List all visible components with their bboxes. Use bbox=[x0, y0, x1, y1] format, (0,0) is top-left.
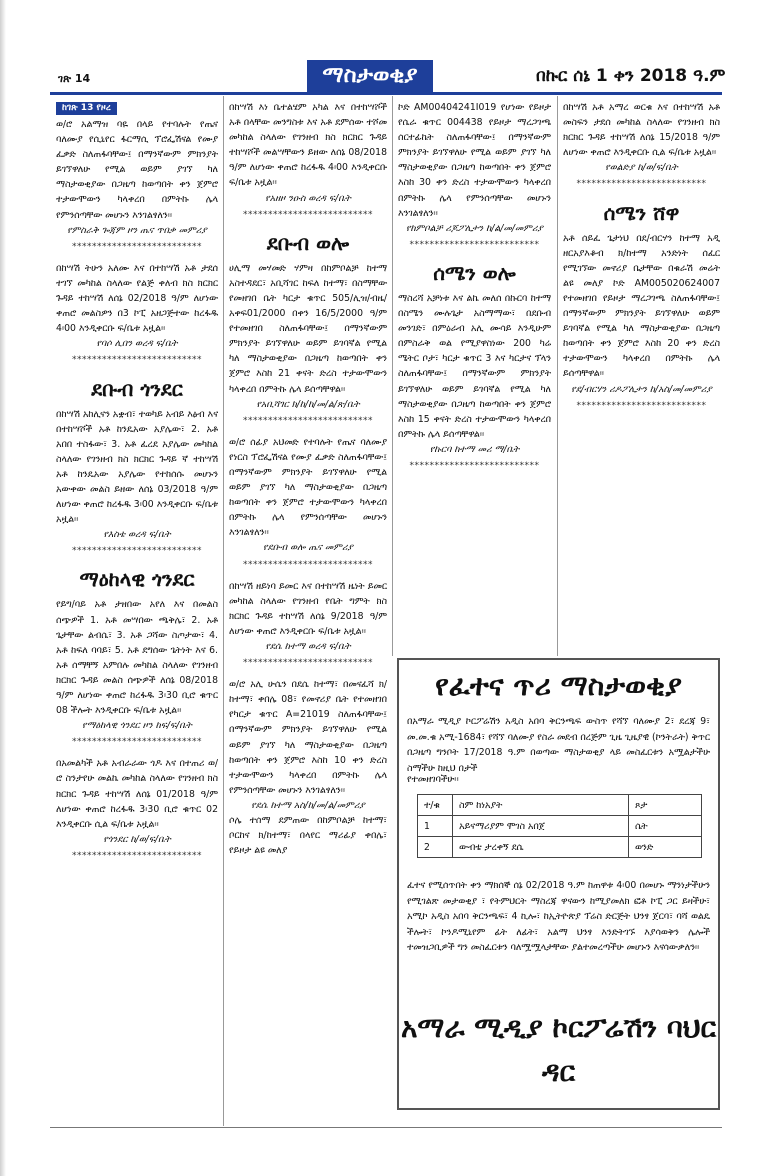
page-number: ገጽ 14 bbox=[58, 72, 91, 85]
notice-text: በከሣሽ አከሊናን አቋብ፣ ተወካይ አብይ እፅብ እና በተከሣሾች አቶ ከንዴአው አያሌው፣ 2. አቶ አበበ ተስፋው፣ 3. አቶ ፈረደ አያሌው መካከል ስላለው የገንዘብ ክስ ክርክር ጉዳይ ኛ ተከሣሽ አቶ ከንዴአው አያሌው የተከሰሱ መሆኑን አውቀው መልስ ይዘው ለሰኔ 03/2018 ዓ/ም ለሆነው ቀጠሮ ከረፋዱ 3፡00 እንዲቀርቡ ፍ/ቤቱ አዟል፡፡ bbox=[56, 408, 218, 526]
header-rule bbox=[50, 92, 722, 95]
notice-signature: የወልድያ ከ/ወ/ፍ/ቤት bbox=[605, 162, 678, 174]
separator: ************************** bbox=[72, 546, 202, 557]
exam-notice-intro: በአማራ ሚዲያ ኮርፖሬሽን አዲስ አበባ ቅርንጫፍ ውስጥ የሻኘ ባለሙያ 2፣ ደረጃ 9፣ መ.መ.ቁ አሚ-1684፣ የሻኘ ባለሙያ የስራ መደብ በረጅም ጊዜ ጊዜያዊ (ኮንትራት) ቅጥር በጋዜጣ ግንቦት 17/2018 ዓ.ም በወጣው ማስታወቂያ ላይ መስፈርቱን አሟልታችሁ ስማችሁ ከዚህ በታች bbox=[407, 716, 710, 774]
column-divider bbox=[223, 96, 224, 1126]
separator: ************************** bbox=[409, 239, 540, 250]
continued-tag: ከገጽ 13 የዞረ bbox=[56, 102, 117, 115]
table-cell: 1 bbox=[418, 816, 453, 837]
candidates-table bbox=[417, 794, 702, 858]
notice-text: በከሣሽ ዘይነባ ይመር እና በተከሣሽ ዜነት ይመር መካከል ስላለው የገንዘብ የቤት ግምት ክስ ክርክር ጉዳይ ተከሣሽ ለሰኔ 9/2018 ዓ/ም ለሆነው ቀጠሮ እንዲቀርቡ ፍ/ቤቱ አዟል፡፡ bbox=[229, 580, 387, 637]
table-cell: ሴት bbox=[629, 816, 702, 837]
region-heading: ሰሜን ወሎ bbox=[433, 260, 516, 285]
notice-signature: የጎንደር ከ/ወ/ፍ/ቤት bbox=[103, 833, 171, 845]
notice-text: ሶሌ ተሰማ ደምጠው በከምቦልቻ ከተማ፣ ቦርከና ክ/ከተማ፣ በላየር ማሪፊያ ቀበሌ፣ የይዞታ ልዩ መለያ bbox=[229, 815, 387, 857]
organization-name: አማራ ሚዲያ ኮርፖሬሽን ባህር ዳር bbox=[400, 1011, 716, 1088]
exam-call-notice bbox=[397, 658, 720, 1110]
region-heading: ማዕከላዊ ጎንደር bbox=[79, 567, 195, 592]
table-row bbox=[418, 837, 702, 858]
exam-notice-body: ፈተና የሚሰጥበት ቀን ማክሰኞ ሰኔ 02/2018 ዓ.ም ከጠዋቱ 4፡00 በመሆኑ ማንነታችሁን የሚገልጽ መታወቂያ ፣ የትምህርት ማስረጃ ዋናውን ከሚያመለክ ፎቶ ኮፒ ጋር ይዛችሁ፣ አሚኮ አዲስ አበባ ቅርንጫፍ፣ 4 ኪሎ፣ ከኢትዮጵያ ፕሬስ ድርጅት ህንፃ ጀርባ፣ ባሻ ወልዴ ችሎት፣ ኮንዶሚኒየም ፊት ለፊት፣ አልማ ህንፃ እንድትገኙ እያሳወቅን ሌሎች ተመዝጋቢዎች ግን መስፈርቱን ባለሟሟላታቸው ያልተመረጣችሁ መሆኑን እናሳውቃለን፡፡ bbox=[407, 880, 710, 953]
notice-text: ወ/ሮ አሊ ሁሴን በደሴ ከተማ፣ በመናፈሻ ክ/ከተማ፣ ቀበሌ 08፣ የመኖሪያ ቤት የተመዘገበ የካርታ ቁጥር A=21019 ስለጠፋባቸው፤ በማንኛውም ምክንያት ይገኘዋለሁ የሚል ወይም ያገኘ ካለ ማስታወቂያው በጋዜጣ ከወጣበት ቀን ጀምሮ እስከ 10 ቀን ድረስ ተታውሞውን ካላቀረበ በምትኩ ሌላ የምንሰጣቸው መሆኑን እንገልፃለን፡፡ bbox=[229, 679, 387, 796]
notice-text: አቶ ሰይፈ ጌታነህ በደ/ብርሃን ከተማ አዲ ዘርአያእቆብ ክ/ከተማ አንድነት ሰፈር የሚገኘው መኖሪያ ቤታቸው በቁራሽ መሬት ልዩ መለያ ኮድ AM005020624007 የተመዘገበ የይዞታ ማረጋገጫ ስለጠፋባቸው፤ በማንኛውም ምክንያት ይገኘዋለሁ ወይም ይገባኛል የሚል ካለ ማስታወቂያው በጋዜጣ ከወጣበት ቀን ጀምሮ እስከ 20 ቀን ድረስ ተታውሞውን ካላቀረበ በምትኩ ሌላ ይሰጣቸዋል፡፡ bbox=[563, 232, 720, 380]
notice-text: ሀሊማ መሃመድ ሃምዛ በከምቦልቻ ከተማ አስተዳደር፣ አቢሻገር ከፍለ ከተማ፣ በስማቸው የመዘገበ ቤት ካርታ ቁጥር 505/ሊዝ/ብዜ/አቀፍ01/2000 በቀን 16/5/2000 ዓ/ም የተመዘገበ ስለጠፋባቸው፤ በማንኛውም ምክንያት ይገኘዋለሁ ወይም ይገባኛል የሚል ካለ ማስታወቂያው በጋዜጣ ከወጣበት ቀን ጀምሮ እስከ 21 ቀናት ድረስ ተታውሞውን ካላቀረበ በምትኩ ሌላ ይሰጣቸዋል፡፡ bbox=[229, 262, 387, 395]
separator: ************************** bbox=[243, 209, 373, 220]
column-header: ተ/ቁ bbox=[418, 795, 453, 816]
column-1 bbox=[56, 100, 218, 870]
footer-rule bbox=[50, 1127, 722, 1128]
separator: ************************** bbox=[243, 415, 373, 426]
table-header-row bbox=[418, 795, 702, 816]
notice-text: በከሣሽ ትሁን አለሙ እና በተከሣሽ አቶ ታደሰ ተገኘ መካከል ስላለው የልጅ ቀለብ ክስ ክርክር ጉዳይ ተከሣሽ ለሰኔ 02/2018 ዓ/ም ለሆነው ቀጠሮ መልስዎን በ3 ኮፒ አዘጋጅተው ከረፋዱ 4፡00 እንዲቀርቡ ፍ/ቤቱ አዟል፡፡ bbox=[56, 262, 218, 335]
notice-text: ማስረሻ አቻነቱ እና ልኬ መለሰ በኩርባ ከተማ በስሜን ሙሉጌታ አስማማው፣ በደቡብ መንገድ፣ በምዕራብ አሊ ሙሳይ እንዲሁም በምስራቅ ወል የሚያዋስነው 200 ካሬ ሜትር ቦታ፣ ካርታ ቁጥር 3 እና ካርታና ፕላን ስለጠፋባቸው፤ በማንኛውም ምክንያት ይገኘዋለሁ ወይም ይገባኛል የሚል ካለ ማስታወቂያው በጋዜጣ ከወጣበት ቀን ጀምሮ እስከ 15 ቀናት ድረስ ተታውሞውን ካላቀረበ በምትኩ ሌላ ይሰጣቸዋል፡፡ bbox=[398, 292, 551, 440]
notice-signature: የአቢሻገር ክ/ከ/ከ/መ/ል/ጽ/ቤት bbox=[256, 398, 360, 410]
exam-notice-title: የፈተና ጥሪ ማስታወቂያ bbox=[435, 669, 682, 702]
notice-signature: የአዘዞ ንዑስ ወረዳ ፍ/ቤት bbox=[265, 192, 351, 204]
notice-signature: የእስቴ ወረዳ ፍ/ቤት bbox=[103, 529, 171, 541]
notice-text: በከሣሽ እነ ቤተልሄም አካል እና በተከሣሾች አቶ በላቸው መንግስቱ እና አቶ ደምሰው ተሾመ መካከል ስላለው የገንዘብ ክስ ክርክር ጉዳይ ተከሣሾች መልሣቸውን ይዘው ለሰኔ 08/2018 ዓ/ም ለሆነው ቀጠሮ ከረፋዱ 4፡00 እንዲቀርቡ ፍ/ቤቱ አዟል፡፡ bbox=[229, 102, 387, 189]
notice-text: የይግ/ባይ አቶ ታዘበው አየለ እና በመልስ ሰጭዎች 1. አቶ መሣበው ጫቅሌ፣ 2. አቶ ጌታቸው ልብሴ፣ 3. አቶ ጋሻው ስጦታው፣ 4. አቶ ከፍለ ባባይ፣ 5. አቶ ደግሰው ጌትነት እና 6. አቶ ሰማቸኝ አምበሉ መካከል ስላለው የገንዘብ ክርክር ጉዳይ መልስ ሰጭዎች ለሰኔ 08/2018 ዓ/ም ለሆነው ቀጠሮ ከረፋዱ 3፡30 ቢሮ ቁጥር 08 ችሎት እንዲቀርቡ ፍ/ቤቱ አዟል፡፡ bbox=[56, 599, 218, 717]
notice-signature: የባሶ ሊበን ወረዳ ፍ/ቤት bbox=[96, 338, 178, 350]
separator: ************************** bbox=[576, 179, 707, 190]
separator: ************************** bbox=[72, 241, 202, 252]
separator: ************************** bbox=[72, 850, 202, 861]
table-cell: አይናማሪያም ሞገስ አበጀ bbox=[453, 816, 629, 837]
region-heading: ደቡብ ጎንደር bbox=[91, 376, 183, 401]
separator: ************************** bbox=[243, 658, 373, 669]
column-divider bbox=[557, 96, 558, 656]
region-heading: ሰሜን ሸዋ bbox=[603, 200, 680, 225]
notice-text: ኮድ AM00404241I019 የሆነው የይዞታ የሴራ ቁጥር 004438 የይዞታ ማረጋገጫ ሰርተፊኬት ስለጠፋባቸው፤ በማንኛውም ምክንያት ይገኘዋለሁ የሚል ወይም ያገኘ ካለ ማስታወቂያው በጋዜጣ ከወጣበት ቀን ጀምሮ እስከ 30 ቀን ድረስ ተታውሞውን ካላቀረበ በምትኩ ሌላ የምንሰጣቸው መሆኑን እንገልፃለን፡፡ bbox=[398, 102, 551, 219]
notice-text: ወ/ሮ አልማዝ ባዬ በላይ የተባሉት የጤና ባለሙያ የሲኒየር ፋርማሲ ፕሮፌሽናል የሙያ ፈቃድ ስለጠፋባቸው፤ በማንኛውም ምክንያት ይገኘዋለሁ የሚል ወይም ያገኘ ካለ ማስታወቂያው በጋዜጣ ከወጣበት ቀን ጀምሮ ተታውሞውን ካላቀረበ በምትኩ ሌላ የምንሰጣቸው መሆኑን እንገልፃለን፡፡ bbox=[56, 119, 218, 221]
issue-date: በኩር ሰኔ 1 ቀን 2018 ዓ.ም bbox=[536, 66, 726, 86]
table-cell: ውብቴ ታረቀኝ ደሴ bbox=[453, 837, 629, 858]
exam-notice-label: የተመዘገባችሁ፡፡ bbox=[407, 774, 459, 785]
separator: ************************** bbox=[72, 355, 202, 366]
notice-signature: የደሴ ከተማ ወረዳ ፍ/ቤት bbox=[265, 641, 351, 652]
notice-signature: የደሴ ከተማ አስ/ከ/መ/ል/መምሪያ bbox=[251, 799, 365, 811]
notice-signature: የደ/ብርሃን ሪዶፖሊታን ከ/አስ/መ/መምሪያ bbox=[571, 383, 712, 395]
separator: ************************** bbox=[72, 737, 202, 748]
separator: ************************** bbox=[243, 559, 373, 570]
region-heading: ደቡብ ወሎ bbox=[266, 230, 350, 255]
notice-signature: የከምቦልቻ ሪጆፖሊታን ከ/ል/መ/መምሪያ bbox=[405, 222, 544, 234]
notice-text: ወ/ሮ ሰፊያ አህመድ የተባሉት የጤና ባለሙያ የነርስ ፕሮፌሽናል የሙያ ፈቃድ ስለጠፋባቸው፤ በማንኛውም ምክንያት ይገኘዋለሁ የሚል ወይም ያገኘ ካለ ማስታወቂያው በጋዜጣ ከወጣበት ቀን ጀምሮ ተታውሞውን ካላቀረበ በምትኩ ሌላ የምንሰጣቸው መሆኑን እንገልፃለን፡፡ bbox=[229, 436, 387, 539]
separator: ************************** bbox=[409, 460, 540, 471]
notice-text: በአመልካች አቶ አብራራው ጎዶ እና በተጠሪ ወ/ሮ ስንታየሁ መልኬ መካከል ስላለው የገንዘብ ክስ ክርክር ጉዳይ ተከሣሽ ለሰኔ 01/2018 ዓ/ም ለሆነው ቀጠሮ ከረፋዱ 3፡30 ቢሮ ቁጥር 02 እንዲቀርቡ ሲል ፍ/ቤቱ አዟል፡፡ bbox=[56, 758, 218, 830]
column-2 bbox=[229, 100, 387, 858]
column-3 bbox=[398, 100, 551, 480]
column-divider bbox=[392, 96, 393, 656]
notice-signature: የማዕከላዊ ጎንደር ዞን ከፍ/ፍ/ቤት bbox=[82, 720, 192, 732]
column-4 bbox=[563, 100, 720, 420]
notice-signature: የደቡብ ወሎ ጤና መምሪያ bbox=[262, 542, 354, 554]
notice-text: በከሣሽ አቶ አማረ ወርቁ እና በተከሣሽ አቶ መስፍን ታደሰ መካከል ስላለው የገንዘብ ክስ ክርክር ጉዳይ ተከሣሽ ለሰኔ 15/2018 ዓ/ም ለሆነው ቀጠሮ እንዲቀርቡ ሲል ፍ/ቤቱ አዟል፡፡ bbox=[563, 102, 720, 159]
table-row bbox=[418, 816, 702, 837]
column-header: ጾታ bbox=[629, 795, 702, 816]
table-cell: ወንድ bbox=[629, 837, 702, 858]
notice-signature: የኩርባ ከተማ መሪ ማ/ቤት bbox=[429, 443, 520, 455]
table-cell: 2 bbox=[418, 837, 453, 858]
column-header: ስም ከነአያት bbox=[453, 795, 629, 816]
notice-signature: የምስራቅ ጐጃም ዞን ጤና ጥበቃ መምሪያ bbox=[67, 224, 207, 236]
separator: ************************** bbox=[576, 400, 707, 411]
section-title: ማስታወቂያ bbox=[307, 60, 433, 92]
